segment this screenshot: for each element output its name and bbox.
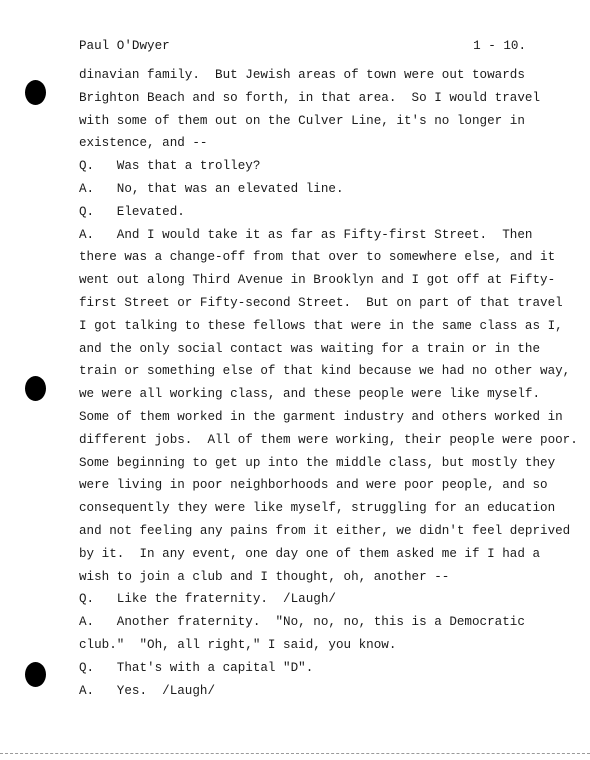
interviewee-name: Paul O'Dwyer [79, 39, 170, 53]
transcript-line: and the only social contact was waiting for a train or in the [79, 341, 541, 356]
binder-hole-top [25, 80, 46, 105]
transcript-body [79, 64, 578, 702]
transcript-line: were living in poor neighborhoods and were poor people, and so [79, 478, 548, 493]
page-number: 1 - 10. [473, 39, 526, 53]
transcript-line: there was a change-off from that over to somewhere else, and it [79, 250, 556, 265]
transcript-line: existence, and -- [79, 136, 208, 151]
transcript-line: train or something else of that kind because we had no other way, [79, 364, 571, 379]
transcript-line: A. No, that was an elevated line. [79, 181, 344, 196]
page-bottom-edge [0, 753, 590, 754]
binder-hole-bottom [25, 662, 46, 687]
transcript-line: went out along Third Avenue in Brooklyn and I got off at Fifty- [79, 273, 556, 288]
transcript-line: different jobs. All of them were working, their people were poor. [79, 432, 578, 447]
transcript-line: Brighton Beach and so forth, in that area. So I would travel [79, 90, 541, 105]
transcript-line: I got talking to these fellows that were in the same class as I, [79, 318, 563, 333]
transcript-line: by it. In any event, one day one of them asked me if I had a [79, 546, 541, 561]
transcript-line: we were all working class, and these people were like myself. [79, 387, 541, 402]
transcript-line: consequently they were like myself, struggling for an education [79, 501, 556, 516]
transcript-line: A. And I would take it as far as Fifty-first Street. Then [79, 227, 533, 242]
transcript-line: Q. Like the fraternity. /Laugh/ [79, 592, 336, 607]
transcript-line: Some beginning to get up into the middle class, but mostly they [79, 455, 556, 470]
binder-hole-middle [25, 376, 46, 401]
transcript-line: with some of them out on the Culver Line, it's no longer in [79, 113, 525, 128]
transcript-line: dinavian family. But Jewish areas of town were out towards [79, 68, 525, 82]
transcript-line: A. Another fraternity. "No, no, no, this is a Democratic [79, 615, 525, 630]
transcript-line: Q. Was that a trolley? [79, 159, 261, 174]
transcript-line: Some of them worked in the garment industry and others worked in [79, 409, 563, 424]
transcript-line: club." "Oh, all right," I said, you know. [79, 637, 397, 652]
transcript-line: first Street or Fifty-second Street. But on part of that travel [79, 295, 563, 310]
transcript-line: Q. Elevated. [79, 204, 185, 219]
transcript-line: A. Yes. /Laugh/ [79, 683, 216, 698]
transcript-line: and not feeling any pains from it either, we didn't feel deprived [79, 523, 571, 538]
transcript-line: Q. That's with a capital "D". [79, 660, 314, 675]
transcript-line: wish to join a club and I thought, oh, another -- [79, 569, 450, 584]
